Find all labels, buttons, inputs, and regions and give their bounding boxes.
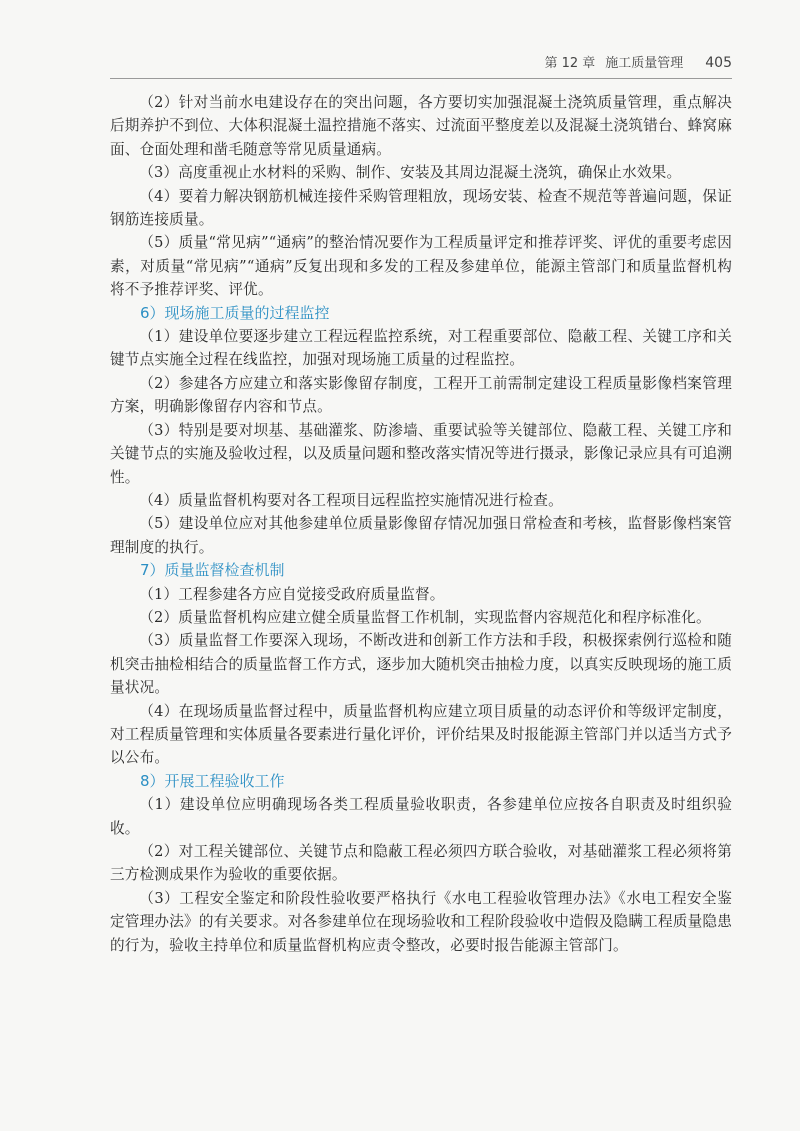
- chapter-title: 施工质量管理: [605, 56, 684, 71]
- section-heading-7: 7）质量监督检查机制: [140, 561, 285, 580]
- section-heading-6: 6）现场施工质量的过程监控: [140, 303, 330, 322]
- paragraph-5-common-defects: （5）质量“常见病”“通病”的整治情况要作为工程质量评定和推荐评奖、评优的重要考虑因素，对质量“常见病”“通病”反复出现和多发的工程及参建单位，能源主管部门和质量监督机构将不予推荐评奖、评优。: [110, 234, 732, 299]
- paragraph-8-1: （1）建设单位应明确现场各类工程质量验收职责，各参建单位应按各自职责及时组织验收。: [110, 796, 732, 837]
- paragraph-6-3: （3）特别是要对坝基、基础灌浆、防渗墙、重要试验等关键部位、隐蔽工程、关键工序和关键节点的实施及验收过程，以及质量问题和整改落实情况等进行摄录，影像记录应具有可追溯性。: [110, 421, 732, 486]
- page-body: [110, 91, 732, 957]
- paragraph-8-3: （3）工程安全鉴定和阶段性验收要严格执行《水电工程验收管理办法》《水电工程安全鉴定管理办法》的有关要求。对各参建单位在现场验收和工程阶段验收中造假及隐瞒工程质量隐患的行为，验收主持单位和质量监督机构应责令整改，必要时报告能源主管部门。: [110, 889, 732, 954]
- paragraph-7-4: （4）在现场质量监督过程中，质量监督机构应建立项目质量的动态评价和等级评定制度，对工程质量管理和实体质量各要素进行量化评价，评价结果及时报能源主管部门并以适当方式予以公布。: [110, 702, 732, 767]
- paragraph-6-1: （1）建设单位要逐步建立工程远程监控系统，对工程重要部位、隐蔽工程、关键工序和关键节点实施全过程在线监控，加强对现场施工质量的过程监控。: [110, 328, 732, 369]
- running-header: [110, 52, 732, 76]
- paragraph-7-1: （1）工程参建各方应自觉接受政府质量监督。: [139, 585, 445, 603]
- header-rule: [110, 78, 732, 79]
- paragraph-7-3: （3）质量监督工作要深入现场，不断改进和创新工作方法和手段，积极探索例行巡检和随机突击抽检相结合的质量监督工作方式，逐步加大随机突击抽检力度，以真实反映现场的施工质量状况。: [110, 632, 732, 697]
- paragraph-6-4: （4）质量监督机构要对各工程项目远程监控实施情况进行检查。: [139, 491, 563, 509]
- paragraph-3-waterstop: （3）高度重视止水材料的采购、制作、安装及其周边混凝土浇筑，确保止水效果。: [139, 164, 682, 182]
- paragraph-6-2: （2）参建各方应建立和落实影像留存制度，工程开工前需制定建设工程质量影像档案管理方案，明确影像留存内容和节点。: [110, 374, 732, 416]
- paragraph-8-2: （2）对工程关键部位、关键节点和隐蔽工程必须四方联合验收，对基础灌浆工程必须将第三方检测成果作为验收的重要依据。: [110, 843, 732, 884]
- chapter-number: 第 12 章: [544, 56, 596, 71]
- section-heading-8: 8）开展工程验收工作: [140, 771, 285, 790]
- paragraph-7-2: （2）质量监督机构应建立健全质量监督工作机制，实现监督内容规范化和程序标准化。: [139, 608, 711, 626]
- page-number: 405: [705, 55, 732, 71]
- paragraph-6-5: （5）建设单位应对其他参建单位质量影像留存情况加强日常检查和考核，监督影像档案管理制度的执行。: [110, 515, 732, 556]
- paragraph-2-concrete: （2）针对当前水电建设存在的突出问题，各方要切实加强混凝土浇筑质量管理，重点解决后期养护不到位、大体积混凝土温控措施不落实、过流面平整度差以及混凝土浇筑错台、蜂窝麻面、仓面处理和凿毛随意等常见质量通病。: [110, 94, 732, 158]
- paragraph-4-rebar: （4）要着力解决钢筋机械连接件采购管理粗放，现场安装、检查不规范等普遍问题，保证钢筋连接质量。: [110, 187, 732, 229]
